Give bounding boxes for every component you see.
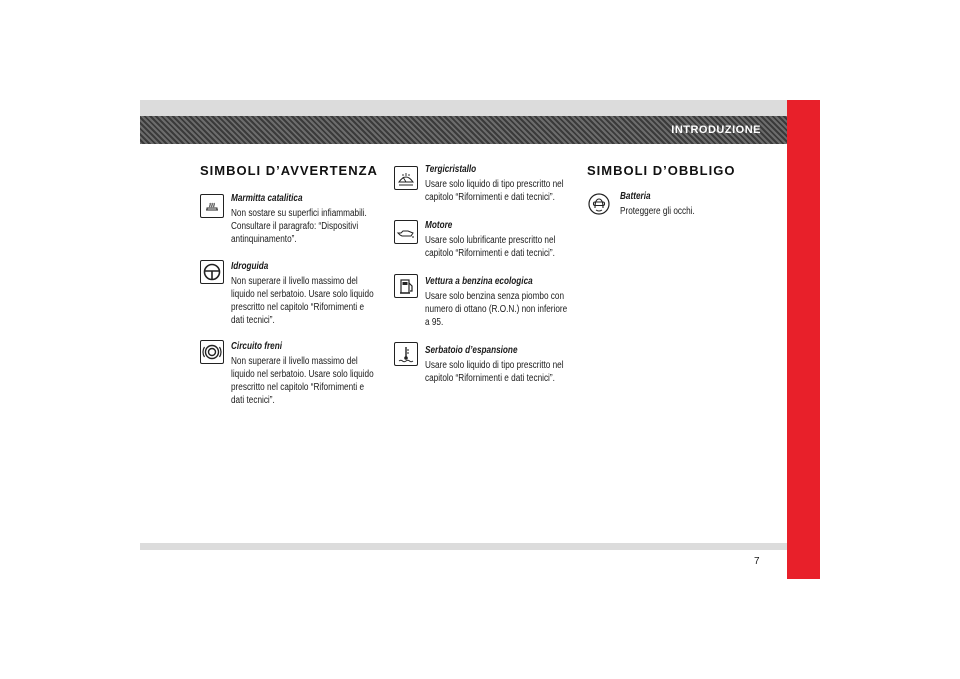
brake-circuit-icon <box>200 340 224 364</box>
entry-engine <box>425 220 575 260</box>
eye-protection-icon <box>588 193 610 215</box>
top-grey-band <box>140 100 787 116</box>
entry-title: Serbatoio d’espansione <box>425 345 518 356</box>
entry-brake-circuit <box>231 341 381 407</box>
entry-title: Marmitta catalitica <box>231 193 303 204</box>
bottom-grey-band <box>140 543 787 550</box>
catalytic-converter-icon <box>200 194 224 218</box>
entry-text: Non superare il livello massimo del liquido nel serbatoio. Usare solo liquido prescritto nel capitolo “Rifornimenti e dati tecnici”. <box>231 356 374 406</box>
steering-wheel-icon <box>200 260 224 284</box>
entry-text: Non sostare su superfici infiammabili. Consultare il paragrafo: “Dispositivi antinquinamento”. <box>231 208 367 245</box>
entry-text: Usare solo liquido di tipo prescritto nel capitolo “Rifornimenti e dati tecnici”. <box>425 360 564 384</box>
entry-power-steering <box>231 261 381 327</box>
entry-title: Circuito freni <box>231 341 283 352</box>
entry-title: Motore <box>425 220 453 231</box>
chapter-title: INTRODUZIONE <box>671 124 761 136</box>
entry-title: Batteria <box>620 191 651 202</box>
entry-expansion-tank <box>425 345 575 385</box>
engine-oil-icon <box>394 220 418 244</box>
coolant-temperature-icon <box>394 342 418 366</box>
entry-title: Idroguida <box>231 261 269 272</box>
windscreen-washer-icon <box>394 166 418 190</box>
chapter-header <box>140 116 787 144</box>
entry-catalytic-converter <box>231 193 381 246</box>
entry-text: Non superare il livello massimo del liquido nel serbatoio. Usare solo liquido prescritto nel capitolo “Rifornimenti e dati tecnici”. <box>231 276 374 326</box>
entry-text: Usare solo liquido di tipo prescritto nel capitolo “Rifornimenti e dati tecnici”. <box>425 179 564 203</box>
mandatory-symbols-title: SIMBOLI D’OBBLIGO <box>587 163 736 178</box>
entry-title: Vettura a benzina ecologica <box>425 276 533 287</box>
entry-text: Proteggere gli occhi. <box>620 206 695 217</box>
red-side-tab <box>787 100 820 579</box>
entry-unleaded-fuel <box>425 276 575 329</box>
entry-text: Usare solo benzina senza piombo con numero di ottano (R.O.N.) non inferiore a 95. <box>425 291 568 328</box>
entry-battery <box>620 191 770 218</box>
warning-symbols-title: SIMBOLI D’AVVERTENZA <box>200 163 378 178</box>
page-number: 7 <box>754 556 760 567</box>
entry-windscreen-washer <box>425 164 575 204</box>
entry-text: Usare solo lubrificante prescritto nel capitolo “Rifornimenti e dati tecnici”. <box>425 235 556 259</box>
fuel-pump-icon <box>394 274 418 298</box>
entry-title: Tergicristallo <box>425 164 477 175</box>
